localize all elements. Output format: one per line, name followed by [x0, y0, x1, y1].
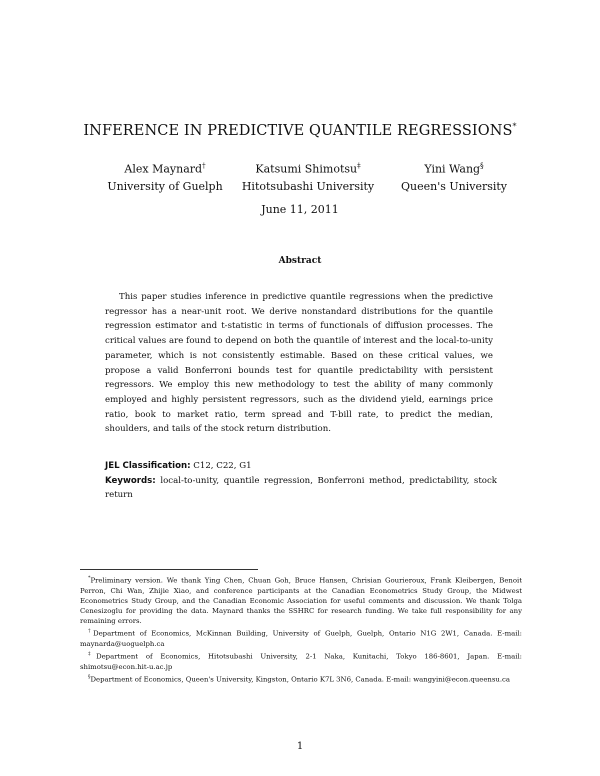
- page-number: 1: [296, 741, 304, 752]
- title-footnote-mark: *: [512, 122, 517, 131]
- author-footnote-mark: §: [480, 162, 484, 170]
- footnote-acknowledgements: [80, 573, 522, 626]
- footnote-text: Department of Economics, Queen's University, Kingston, Ontario K7L 3N6, Canada. E-mail: wangyini@econ.queensu.ca: [90, 675, 510, 684]
- paper-title: [40, 122, 560, 139]
- footnote-mark: ‡: [88, 651, 97, 658]
- footnote-mark: †: [88, 628, 94, 635]
- keywords: [105, 474, 497, 502]
- jel-codes: C12, C22, G1: [193, 461, 252, 471]
- footnote-text: Preliminary version. We thank Ying Chen, Chuan Goh, Bruce Hansen, Chrisian Gourieroux, Frank Kleibergen, Benoit Perron, Chi Wan, Zhijie Xiao, and conference participants at the Canadian Econometrics Study Group, the Midwest Econometrics Study Group, and the Canadian Economic Association for useful comments and discussion. We thank Tolga Cenesizoglu for providing the data. Maynard thanks the SSHRC for research funding. We take full responsibility for any remaining errors.: [80, 576, 522, 626]
- footnotes: [80, 573, 522, 684]
- abstract-body: This paper studies inference in predictive quantile regressions when the predictive regressor has a near-unit root. We derive nonstandard distributions for the quantile regression estimator and t-statistic in terms of functionals of diffusion processes. The critical values are found to depend on both the quantile of interest and the local-to-unity parameter, which is not consistently estimable. Based on these critical values, we propose a valid Bonferroni bounds test for quantile predictability with persistent regressors. We employ this new methodology to test the ability of many commonly employed and highly persistent regressors, such as the dividend yield, earnings price ratio, book to market ratio, term spread and T-bill rate, to predict the median, shoulders, and tails of the stock return distribution.: [105, 292, 493, 435]
- author-affiliation: Hitotsubashi University: [241, 179, 375, 193]
- keywords-list: local-to-unity, quantile regression, Bonferroni method, predictability, stock return: [105, 476, 497, 500]
- author-maynard: [90, 158, 240, 195]
- footnote-maynard: [80, 626, 522, 649]
- jel-label: JEL Classification:: [105, 461, 191, 471]
- author-affiliation: Queen's University: [400, 179, 508, 193]
- abstract-heading: Abstract: [278, 256, 322, 266]
- keywords-label: Keywords:: [105, 476, 156, 486]
- author-wang: [370, 158, 538, 195]
- footnote-text: Department of Economics, McKinnan Building, University of Guelph, Guelph, Ontario N1G 2W1, Canada. E-mail: maynarda@uoguelph.ca: [80, 629, 523, 648]
- paper-date: June 11, 2011: [261, 203, 339, 216]
- author-footnote-mark: †: [202, 162, 206, 170]
- footnote-shimotsu: [80, 649, 522, 672]
- footnote-rule: [80, 569, 258, 570]
- jel-classification: [105, 459, 497, 473]
- author-block: [0, 158, 600, 198]
- footnote-wang: [80, 672, 522, 685]
- footnote-mark: *: [88, 575, 91, 581]
- title-text: INFERENCE IN PREDICTIVE QUANTILE REGRESSIONS: [83, 122, 513, 139]
- author-affiliation: University of Guelph: [107, 179, 223, 193]
- author-shimotsu: [228, 158, 388, 195]
- footnote-text: Department of Economics, Hitotsubashi University, 2-1 Naka, Kunitachi, Tokyo 186-8601, Japan. E-mail: shimotsu@econ.hit-u.ac.jp: [80, 652, 522, 671]
- author-name: Katsumi Shimotsu: [255, 162, 358, 176]
- author-footnote-mark: ‡: [357, 162, 361, 170]
- author-name: Yini Wang: [424, 162, 481, 176]
- footnote-mark: §: [88, 673, 91, 680]
- author-name: Alex Maynard: [124, 162, 203, 176]
